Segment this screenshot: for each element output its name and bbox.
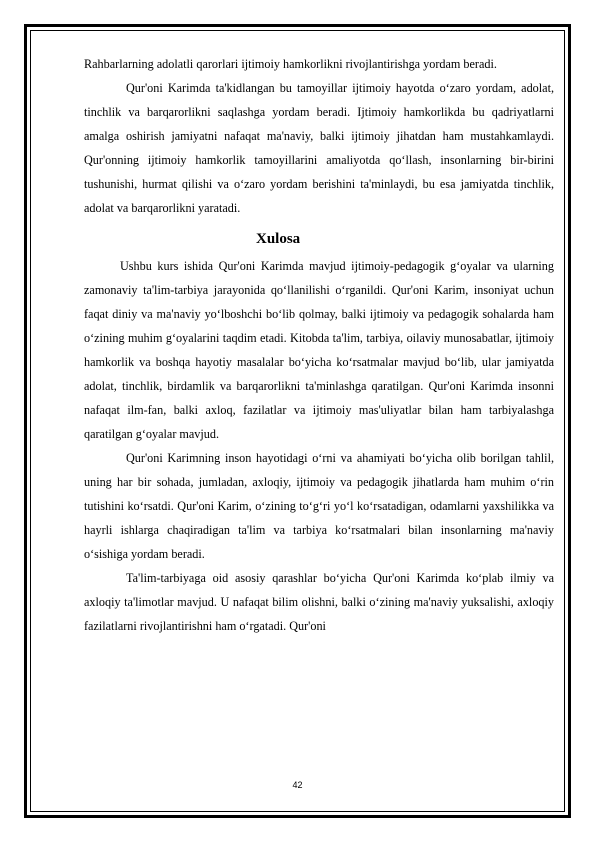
paragraph-conclusion-analysis: Qur'oni Karimning inson hayotidagi o‘rni va ahamiyati bo‘yicha olib borilgan tahlil, uning har bir sohada, jumladan, axloqiy, ijtimoiy va pedagogik jihatlarda ham muhim o‘rin tutishini ko‘rsatdi. Qur'oni Karim, o‘zining to‘g‘ri yo‘l ko‘rsatadigan, odamlarni yaxshilikka va hayrli ishlarga chaqiradigan ta'lim va tarbiya ko‘rsatmalari bilan insonlarning ma'naviy o‘sishiga yordam beradi. xyxy=(84,451,554,561)
paragraph-principles: Qur'oni Karimda ta'kidlangan bu tamoyillar ijtimoiy hayotda o‘zaro yordam, adolat, tinchlik va barqarorlikni saqlashga yordam beradi. Ijtimoiy hamkorlikda bu qadriyatlarni amalga oshirish jamiyatni nafaqat ma'naviy, balki ijtimoiy jihatdan ham mustahkamlaydi. Qur'onning ijtimoiy hamkorlik tamoyillarini amaliyotda qo‘llash, insonlarning bir-birini tushunishi, hurmat qilishi va o‘zaro yordam berishini ta'minlaydi, bu esa jamiyatda tinchlik, adolat va barqarorlikni yaratadi. xyxy=(84,81,554,215)
page-number: 42 xyxy=(292,780,303,790)
paragraph-conclusion-education: Ta'lim-tarbiyaga oid asosiy qarashlar bo‘yicha Qur'oni Karimda ko‘plab ilmiy va axloqiy ta'limotlar mavjud. U nafaqat bilim olishni, balki o‘zining ma'naviy yuksalishi, axloqiy fazilatlarni rivojlantirishni ham o‘rgatadi. Qur'oni xyxy=(84,571,554,633)
paragraph-continued: Rahbarlarning adolatli qarorlari ijtimoiy hamkorlikni rivojlantirishga yordam beradi. xyxy=(84,57,497,71)
document-body xyxy=(84,52,554,638)
paragraph-conclusion-intro: Ushbu kurs ishida Qur'oni Karimda mavjud ijtimoiy-pedagogik g‘oyalar va ularning zamonaviy ta'lim-tarbiya jarayonida qo‘llanilishi o‘rganildi. Qur'oni Karim, insoniyat uchun faqat diniy va ma'naviy yo‘lboshchi bo‘lib qolmay, balki ijtimoiy va pedagogik sohalarda ham o‘zining muhim g‘oyalarini taqdim etadi. Kitobda ta'lim, tarbiya, oilaviy munosabatlar, ijtimoiy hamkorlik va boshqa hayotiy masalalar bo‘yicha ko‘rsatmalar mavjud bo‘lib, ular jamiyatda adolat, tinchlik, birdamlik va barqarorlikni ta'minlashga qaratilgan. Qur'oni Karimda insonni nafaqat ilm-fan, balki axloq, fazilatlar va ijtimoiy mas'uliyatlar bilan ham tarbiyalashga qaratilgan g‘oyalar mavjud. xyxy=(84,259,554,441)
section-heading: Xulosa xyxy=(256,231,301,247)
